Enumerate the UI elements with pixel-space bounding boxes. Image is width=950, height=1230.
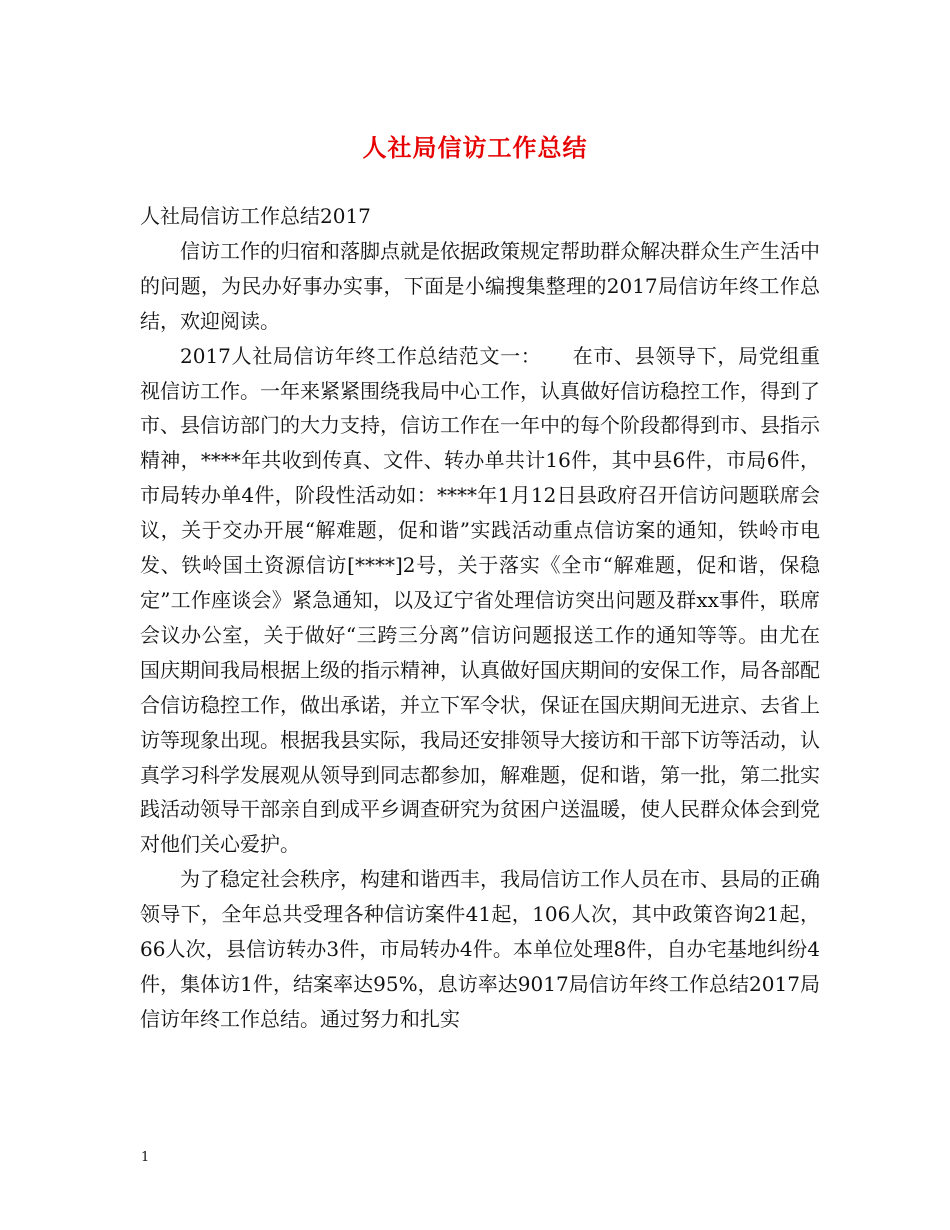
paragraph-sample-one: 2017人社局信访年终工作总结范文一： 在市、县领导下，局党组重视信访工作。一年来紧紧围绕我局中心工作，认真做好信访稳控工作，得到了市、县信访部门的大力支持，信访工作在一年中的每个阶段都得到市、县指示精神，****年共收到传真、文件、转办单共计16件，其中县6件，市局6件，市局转办单4件，阶段性活动如：****年1月12日县政府召开信访问题联席会议，关于交办开展“解难题，促和谐”实践活动重点信访案的通知，铁岭市电发、铁岭国土资源信访[****]2号，关于落实《全市“解难题，促和谐，保稳定”工作座谈会》紧急通知，以及辽宁省处理信访突出问题及群xx事件，联席会议办公室，关于做好“三跨三分离”信访问题报送工作的通知等等。由尤在国庆期间我局根据上级的指示精神，认真做好国庆期间的安保工作，局各部配合信访稳控工作，做出承诺，并立下军令状，保证在国庆期间无进京、去省上访等现象出现。根据我县实际，我局还安排领导大接访和干部下访等活动，认真学习科学发展观从领导到同志都参加，解难题，促和谐，第一批，第二批实践活动领导干部亲自到成平乡调查研究为贫困户送温暖，使人民群众体会到党对他们关心爱护。 bbox=[140, 343, 820, 857]
paragraph-intro: 信访工作的归宿和落脚点就是依据政策规定帮助群众解决群众生产生活中的问题，为民办好事办实事，下面是小编搜集整理的2017局信访年终工作总结，欢迎阅读。 bbox=[140, 238, 820, 333]
paragraph-statistics: 为了稳定社会秩序，构建和谐西丰，我局信访工作人员在市、县局的正确领导下，全年总共受理各种信访案件41起，106人次，其中政策咨询21起，66人次，县信访转办3件，市局转办4件。本单位处理8件，自办宅基地纠纷4件，集体访1件，结案率达95%，息访率达9017局信访年终工作总结2017局信访年终工作总结。通过努力和扎实 bbox=[140, 867, 820, 1031]
page-number: 1 bbox=[141, 1150, 150, 1165]
document-subtitle: 人社局信访工作总结2017 bbox=[140, 204, 371, 228]
document-body bbox=[140, 199, 820, 1037]
document-title: 人社局信访工作总结 bbox=[362, 133, 588, 162]
